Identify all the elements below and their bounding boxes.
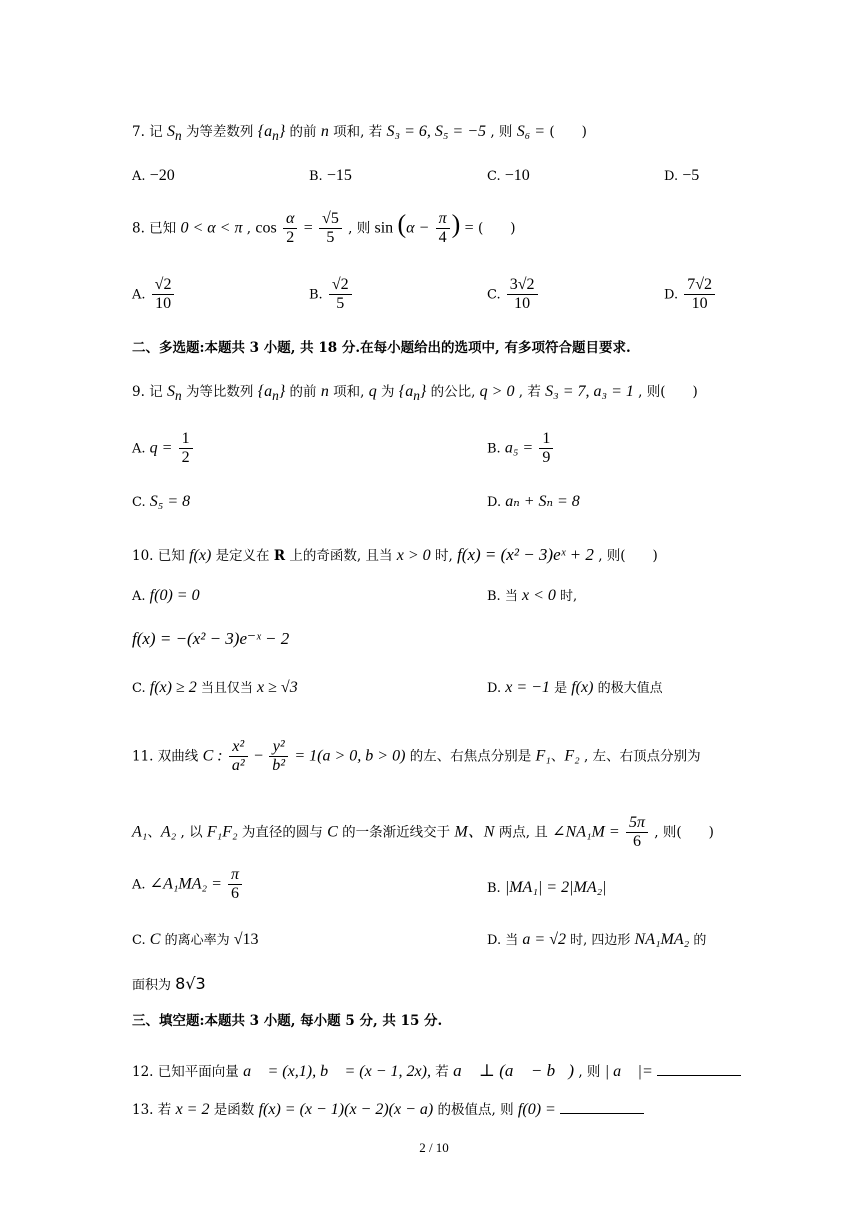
option-text: 时, 四边形 xyxy=(570,933,631,948)
q9-text: , 若 xyxy=(518,384,541,400)
q11-F1F2: F₁F₂ xyxy=(206,823,238,841)
option-value: f(0) = 0 xyxy=(149,587,200,604)
q11-C: C : xyxy=(202,747,223,765)
option-label: D. xyxy=(487,681,502,696)
option-text: 时, xyxy=(560,589,578,604)
q10-fx: f(x) xyxy=(189,547,212,564)
frac-den: b² xyxy=(272,757,286,775)
option-value: NA₁MA₂ xyxy=(634,931,690,948)
option-value: −10 xyxy=(504,167,530,184)
frac-den: 5 xyxy=(336,295,345,313)
option-frac xyxy=(329,276,352,314)
question-8 xyxy=(132,210,516,248)
option-value: 8√3 xyxy=(175,974,206,993)
option-value: C xyxy=(149,931,161,948)
q11-option-d-line-2 xyxy=(132,976,206,992)
q10-formula: f(x) = (x² − 3)eˣ + 2 xyxy=(457,545,594,564)
q10-option-b xyxy=(487,588,577,604)
q11-minus: − xyxy=(253,747,263,765)
q9-option-c xyxy=(132,494,190,510)
q11-option-d xyxy=(487,932,706,948)
q7-n: n xyxy=(320,123,329,140)
q9-text: 的公比, xyxy=(430,384,476,400)
option-frac xyxy=(507,276,538,314)
q9-text: 为 xyxy=(381,384,395,400)
q13-text: 是函数 xyxy=(213,1102,255,1118)
option-label: B. xyxy=(309,169,323,184)
question-11 xyxy=(132,738,701,776)
option-frac xyxy=(228,866,242,904)
q8-option-c xyxy=(487,276,540,314)
q8-frac-pi4 xyxy=(436,210,450,248)
option-value: |MA₁| = 2|MA₂| xyxy=(504,879,607,896)
q9-option-a xyxy=(132,430,195,468)
option-label: A. xyxy=(132,877,146,893)
q12-text: , 则 xyxy=(578,1064,601,1080)
section-2-heading: 二、多选题:本题共 3 小题, 共 18 分.在每小题给出的选项中, 有多项符合题目要求. xyxy=(132,340,631,356)
q10-text: , 则( ) xyxy=(598,548,658,564)
frac-den: 10 xyxy=(514,295,531,313)
option-label: B. xyxy=(487,881,501,896)
q8-cos: cos xyxy=(255,219,277,237)
frac-den: 10 xyxy=(155,295,172,313)
q10-option-c xyxy=(132,680,298,696)
option-label: B. xyxy=(487,441,501,457)
q12-vectors: a⃗ = (x,1), b⃗ = (x − 1, 2x), xyxy=(243,1063,431,1080)
option-value: aₙ + Sₙ = 8 xyxy=(505,493,580,510)
q11-F2: F₂ xyxy=(564,747,580,765)
q10-xpos: x > 0 xyxy=(396,547,431,564)
question-12 xyxy=(132,1062,741,1080)
page-number: 2 / 10 xyxy=(419,1140,449,1155)
option-label: D. xyxy=(664,169,679,184)
option-lhs: ∠A₁MA₂ = xyxy=(149,875,222,893)
option-label: C. xyxy=(132,681,146,696)
frac-den: a² xyxy=(231,757,245,775)
q8-sin: sin xyxy=(374,219,394,237)
q11-text: 的左、右焦点分别是 xyxy=(409,748,532,765)
frac-den: 5 xyxy=(326,229,335,247)
question-9 xyxy=(132,384,698,403)
frac-num: π xyxy=(228,866,242,885)
option-value: √13 xyxy=(233,931,259,948)
question-13 xyxy=(132,1102,644,1118)
q11-text: 的一条渐近线交于 xyxy=(342,824,451,841)
option-label: B. xyxy=(309,287,323,303)
question-11-line-2 xyxy=(132,814,714,852)
q11-text: 两点, 且 xyxy=(498,824,548,841)
q11-text: , 左、右顶点分别为 xyxy=(584,748,701,765)
option-value: a = √2 xyxy=(522,931,566,948)
q11-tail: = 1(a > 0, b > 0) xyxy=(294,747,406,765)
frac-num: √5 xyxy=(319,210,342,229)
q8-sin-arg: α − xyxy=(406,219,430,237)
q11-F1: F₁ xyxy=(535,747,551,765)
q8-range: 0 < α < π xyxy=(180,219,243,237)
q7-paren: ( ) xyxy=(549,124,587,140)
q8-eq: = xyxy=(303,219,313,237)
q9-option-b xyxy=(487,430,555,468)
frac-num: π xyxy=(436,210,450,229)
q9-number: 9. 记 xyxy=(132,384,163,400)
section-3-heading: 三、填空题:本题共 3 小题, 每小题 5 分, 共 15 分. xyxy=(132,1013,443,1029)
option-frac xyxy=(684,276,715,314)
option-value: −5 xyxy=(682,167,700,184)
option-label: A. xyxy=(132,169,146,184)
q11-text: , 以 xyxy=(180,824,203,841)
option-label: C. xyxy=(132,933,146,948)
q13-text: 的极值点, 则 xyxy=(437,1102,514,1118)
q9-text: 的前 xyxy=(289,384,317,400)
option-value: f(x) xyxy=(571,679,594,696)
frac-num: 1 xyxy=(179,430,193,449)
q9-condition: S₃ = 7, a₃ = 1 xyxy=(545,383,634,400)
q9-option-d xyxy=(487,494,580,510)
q10-text: 上的奇函数, 且当 xyxy=(289,548,393,564)
q9-q: q xyxy=(368,383,377,400)
option-value: f(x) = −(x² − 3)e⁻ˣ − 2 xyxy=(132,629,290,648)
option-text: 的离心率为 xyxy=(164,933,230,948)
q7-option-d xyxy=(664,168,699,184)
option-frac xyxy=(179,430,193,468)
q11-A1: A₁ xyxy=(132,823,148,841)
option-label: C. xyxy=(487,287,501,303)
q9-qpos: q > 0 xyxy=(479,383,515,400)
q7-text: 的前 xyxy=(289,124,317,140)
option-text: 的极大值点 xyxy=(597,681,663,696)
q11-text: 为直径的圆与 xyxy=(241,824,323,841)
option-label: C. xyxy=(487,169,501,184)
frac-num: 7√2 xyxy=(684,276,715,295)
q9-text: 为等比数列 xyxy=(185,384,254,400)
q8-frac-sqrt5 xyxy=(319,210,342,248)
option-label: A. xyxy=(132,589,146,604)
q10-text: 是定义在 xyxy=(215,548,270,564)
option-text: 面积为 xyxy=(132,978,172,993)
frac-num: 5π xyxy=(626,814,648,833)
q8-lparen: ( xyxy=(397,209,407,239)
option-text: 当 xyxy=(505,933,519,948)
frac-den: 2 xyxy=(181,449,190,467)
q9-text: 项和, xyxy=(333,384,365,400)
q10-number: 10. 已知 xyxy=(132,548,185,564)
option-label: A. xyxy=(132,287,146,303)
option-value: x ≥ √3 xyxy=(257,679,298,696)
option-label: D. xyxy=(664,287,679,303)
frac-den: 4 xyxy=(438,229,447,247)
option-text: 当 xyxy=(504,589,518,604)
q8-frac-alpha2 xyxy=(283,210,297,248)
frac-num: x² xyxy=(229,738,248,757)
frac-num: √2 xyxy=(329,276,352,295)
q11-sep: 、 xyxy=(147,824,161,841)
q9-n: n xyxy=(320,383,329,400)
q10-text: 时, xyxy=(434,548,453,564)
option-value: −20 xyxy=(149,167,175,184)
option-label: D. xyxy=(487,495,502,510)
q11-MN: M、N xyxy=(454,823,495,841)
frac-den: 6 xyxy=(632,833,641,851)
q8-comma: , xyxy=(246,220,252,237)
option-value: x < 0 xyxy=(521,587,556,604)
q13-x2: x = 2 xyxy=(175,1101,210,1118)
q13-ask: f(0) = xyxy=(517,1101,556,1118)
option-label: C. xyxy=(132,495,146,510)
q7-text: 为等差数列 xyxy=(185,124,254,140)
q7-text: , 则 xyxy=(490,124,513,140)
q13-fx: f(x) = (x − 1)(x − 2)(x − a) xyxy=(258,1101,434,1118)
option-label: B. xyxy=(487,589,501,604)
q7-ask: S₆ = xyxy=(516,123,546,140)
q11-frac-x xyxy=(229,738,248,776)
q7-option-a xyxy=(132,168,175,184)
q7-option-c xyxy=(487,168,530,184)
q12-number: 12. 已知平面向量 xyxy=(132,1064,239,1080)
option-value: f(x) ≥ 2 xyxy=(149,679,197,696)
frac-num: α xyxy=(283,210,297,229)
q11-C: C xyxy=(327,823,338,841)
q7-text: 项和, 若 xyxy=(333,124,383,140)
option-value: x = −1 xyxy=(505,679,550,696)
q10-option-b-formula xyxy=(132,630,289,648)
frac-num: √2 xyxy=(152,276,175,295)
q8-rparen: ) xyxy=(451,209,461,239)
frac-den: 2 xyxy=(286,229,295,247)
frac-num: 3√2 xyxy=(507,276,538,295)
q7-an: $\{a_n\}$ xyxy=(257,123,286,144)
q13-number: 13. 若 xyxy=(132,1102,172,1118)
option-text: 的 xyxy=(693,933,707,948)
question-7 xyxy=(132,124,587,143)
q12-answer-blank[interactable] xyxy=(657,1075,741,1076)
q7-number: 7. 记 xyxy=(132,124,163,140)
option-value: S₅ = 8 xyxy=(149,493,191,510)
option-frac xyxy=(539,430,553,468)
q8-number: 8. 已知 xyxy=(132,220,177,237)
q11-text: , 则( ) xyxy=(654,824,714,841)
q10-option-a xyxy=(132,588,200,604)
option-lhs: a₅ = xyxy=(504,439,534,457)
q8-option-b xyxy=(309,276,354,314)
q7-option-b xyxy=(309,168,352,184)
q12-perp: a⃗ ⊥ (a⃗ − b⃗) xyxy=(453,1061,575,1080)
frac-den: 9 xyxy=(542,449,551,467)
q11-angle: ∠NA₁M = xyxy=(552,823,620,841)
option-value: −15 xyxy=(326,167,352,184)
q9-text: , 则( ) xyxy=(638,384,698,400)
q11-A2: A₂ xyxy=(160,823,177,841)
q9-an: $\{a_n\}$ xyxy=(257,383,286,404)
q7-condition: S₃ = 6, S₅ = −5 xyxy=(386,123,487,140)
q8-option-a xyxy=(132,276,176,314)
q11-option-a xyxy=(132,866,244,904)
q8-paren: ( ) xyxy=(477,220,516,237)
frac-den: 10 xyxy=(691,295,708,313)
option-text: 是 xyxy=(554,681,568,696)
frac-num: 1 xyxy=(539,430,553,449)
q11-frac-angle xyxy=(626,814,648,852)
q8-eq: = xyxy=(464,219,474,237)
q10-R: R xyxy=(273,548,286,564)
q9-an: $\{a_n\}$ xyxy=(398,383,427,404)
q7-Sn: $S_n$ xyxy=(166,123,182,144)
q11-number: 11. 双曲线 xyxy=(132,748,199,765)
option-label: A. xyxy=(132,441,146,457)
question-10 xyxy=(132,546,658,564)
q12-ask: | a⃗ |= xyxy=(604,1063,653,1080)
q12-text: 若 xyxy=(435,1064,449,1080)
frac-den: 6 xyxy=(231,885,240,903)
option-label: D. xyxy=(487,933,502,948)
frac-num: y² xyxy=(269,738,288,757)
q8-text: , 则 xyxy=(348,220,371,237)
q11-frac-y xyxy=(269,738,288,776)
q13-answer-blank[interactable] xyxy=(560,1113,644,1114)
q11-option-b xyxy=(487,880,607,896)
option-lhs: q = xyxy=(149,439,173,457)
q8-option-d xyxy=(664,276,717,314)
q9-Sn: $S_n$ xyxy=(166,383,182,404)
q11-sep: 、 xyxy=(550,748,565,765)
q11-option-c xyxy=(132,932,259,948)
option-text: 当且仅当 xyxy=(200,681,253,696)
q10-option-d xyxy=(487,680,663,696)
option-frac xyxy=(152,276,175,314)
